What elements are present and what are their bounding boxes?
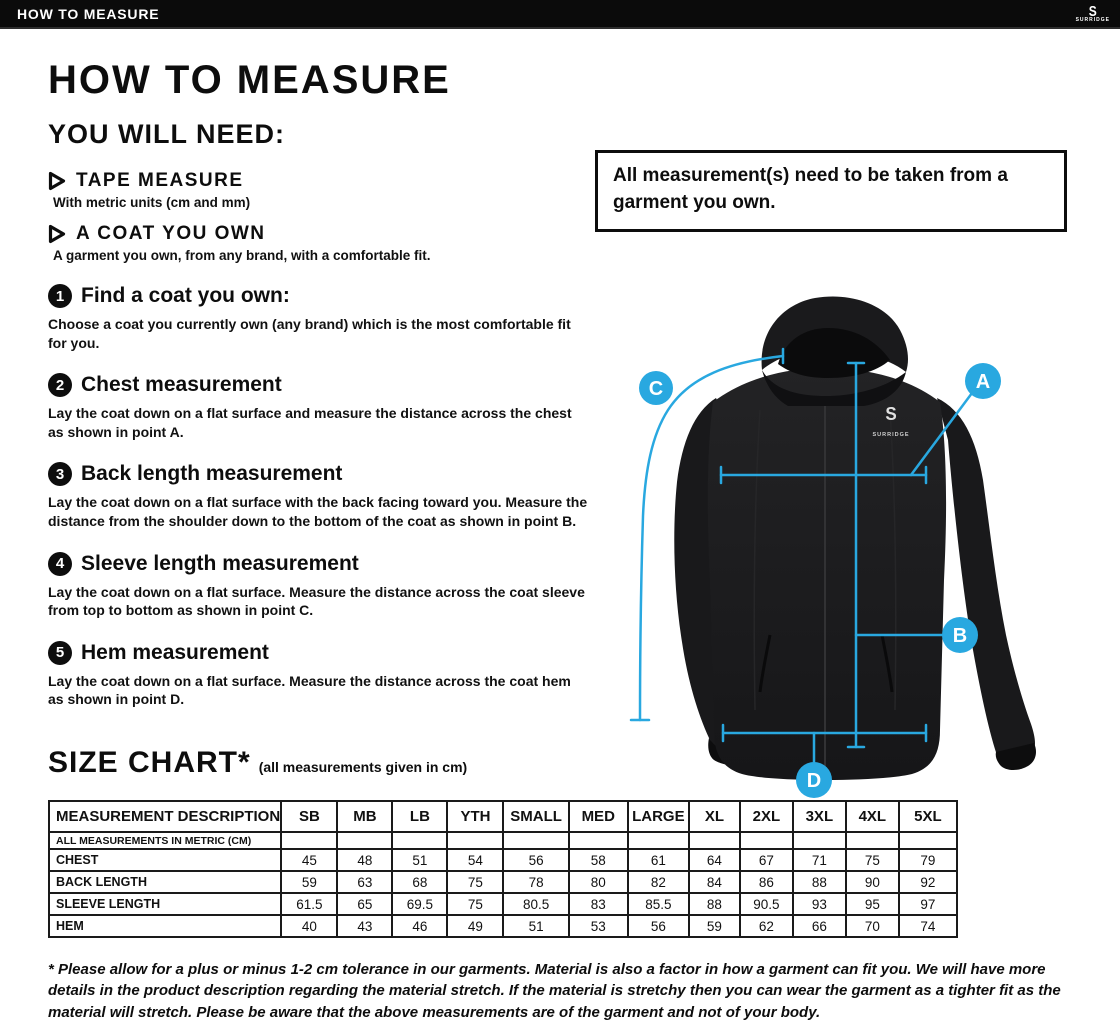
size-value-cell: 63 [337, 871, 392, 893]
you-will-need-heading: YOU WILL NEED: [48, 119, 286, 149]
size-value-cell: 43 [337, 915, 392, 937]
need-label: A COAT YOU OWN [76, 223, 266, 244]
size-value-cell: 67 [740, 849, 793, 871]
need-description: A garment you own, from any brand, with a comfortable fit. [53, 248, 431, 263]
size-chart-heading [48, 746, 467, 780]
size-value-cell: 59 [281, 871, 337, 893]
step-number-badge: 4 [48, 552, 72, 576]
size-value-cell: 61.5 [281, 893, 337, 915]
column-header: 2XL [740, 801, 793, 832]
step-title: Hem measurement [81, 640, 269, 664]
column-header: SB [281, 801, 337, 832]
column-header: MB [337, 801, 392, 832]
row-label: ALL MEASUREMENTS IN METRIC (CM) [49, 832, 281, 849]
top-bar-title: HOW TO MEASURE [17, 5, 160, 22]
table-row [49, 832, 957, 849]
step-number-badge: 2 [48, 373, 72, 397]
size-value-cell: 75 [846, 849, 899, 871]
top-bar [0, 0, 1120, 29]
step-number-badge: 5 [48, 641, 72, 665]
size-value-cell: 83 [569, 893, 628, 915]
tolerance-footnote: * Please allow for a plus or minus 1-2 cm tolerance in our garments. Material is also a factor in how a garment can fit you. We will have more details in the product description regarding the material stretch. If the material is stretchy then you can wear the garment as a tighter fit as the material will stretch. Please be aware that the above measurements are of the garment and not of your body. [48, 961, 1061, 1021]
brand-name: SURRIDGE [1075, 16, 1110, 23]
step-5 [48, 641, 596, 709]
empty-cell [569, 832, 628, 849]
svg-text:SURRIDGE: SURRIDGE [872, 432, 910, 438]
point-b-label: B [952, 625, 968, 647]
empty-cell [628, 832, 689, 849]
column-header: XL [689, 801, 740, 832]
size-value-cell: 90.5 [740, 893, 793, 915]
empty-cell [740, 832, 793, 849]
step-2 [48, 373, 596, 441]
size-value-cell: 68 [392, 871, 447, 893]
size-value-cell: 74 [899, 915, 957, 937]
point-d-label: D [806, 770, 822, 792]
size-value-cell: 82 [628, 871, 689, 893]
step-title: Sleeve length measurement [81, 551, 359, 575]
step-title: Find a coat you own: [81, 284, 290, 307]
size-value-cell: 49 [447, 915, 503, 937]
size-value-cell: 79 [899, 849, 957, 871]
size-value-cell: 45 [281, 849, 337, 871]
size-value-cell: 53 [569, 915, 628, 937]
table-row [49, 849, 957, 871]
empty-cell [503, 832, 568, 849]
size-value-cell: 65 [337, 893, 392, 915]
empty-cell [392, 832, 447, 849]
column-header: SMALL [503, 801, 568, 832]
size-value-cell: 80 [569, 871, 628, 893]
row-label: CHEST [49, 849, 281, 871]
step-title: Back length measurement [81, 462, 343, 486]
jacket-measurement-diagram [610, 290, 1104, 818]
instructions-column [48, 58, 596, 709]
step-4 [48, 552, 596, 620]
size-value-cell: 75 [447, 893, 503, 915]
size-value-cell: 58 [569, 849, 628, 871]
need-description: With metric units (cm and mm) [53, 195, 251, 210]
size-value-cell: 71 [793, 849, 846, 871]
empty-cell [447, 832, 503, 849]
column-header: 4XL [846, 801, 899, 832]
empty-cell [281, 832, 337, 849]
row-label: HEM [49, 915, 281, 937]
table-row [49, 915, 957, 937]
step-description: Lay the coat down on a flat surface. Measure the distance across the coat hem as shown in point D. [48, 672, 571, 708]
size-value-cell: 48 [337, 849, 392, 871]
point-c-label: C [648, 378, 664, 400]
page-title: HOW TO MEASURE [48, 58, 451, 102]
jacket-body [708, 368, 946, 780]
step-1 [48, 284, 596, 352]
step-3 [48, 462, 596, 530]
size-value-cell: 88 [793, 871, 846, 893]
table-header-row [49, 801, 957, 832]
empty-cell [337, 832, 392, 849]
size-value-cell: 61 [628, 849, 689, 871]
size-chart-title: SIZE CHART* [48, 746, 251, 779]
step-title: Chest measurement [81, 373, 282, 397]
size-value-cell: 64 [689, 849, 740, 871]
empty-cell [846, 832, 899, 849]
step-number-badge: 3 [48, 462, 72, 486]
size-value-cell: 86 [740, 871, 793, 893]
svg-text:S: S [885, 403, 897, 425]
size-value-cell: 59 [689, 915, 740, 937]
step-description: Lay the coat down on a flat surface and measure the distance across the chest as shown in point A. [48, 405, 572, 440]
column-header: YTH [447, 801, 503, 832]
size-value-cell: 51 [503, 915, 568, 937]
size-chart-body [49, 832, 957, 937]
size-value-cell: 75 [447, 871, 503, 893]
size-value-cell: 78 [503, 871, 568, 893]
table-row [49, 871, 957, 893]
size-value-cell: 93 [793, 893, 846, 915]
size-value-cell: 56 [628, 915, 689, 937]
need-item-tape-measure [48, 170, 596, 210]
size-value-cell: 54 [447, 849, 503, 871]
size-value-cell: 46 [392, 915, 447, 937]
measurement-note-box: All measurement(s) need to be taken from a garment you own. [595, 150, 1067, 232]
size-value-cell: 84 [689, 871, 740, 893]
row-label: BACK LENGTH [49, 871, 281, 893]
size-value-cell: 56 [503, 849, 568, 871]
play-triangle-icon [48, 171, 66, 191]
need-label: TAPE MEASURE [76, 170, 244, 191]
empty-cell [899, 832, 957, 849]
size-value-cell: 66 [793, 915, 846, 937]
column-header: 5XL [899, 801, 957, 832]
size-value-cell: 88 [689, 893, 740, 915]
size-value-cell: 69.5 [392, 893, 447, 915]
step-description: Lay the coat down on a flat surface with the back facing toward you. Measure the distance from the shoulder down to the bottom of the coat as shown in point B. [48, 494, 588, 530]
size-value-cell: 40 [281, 915, 337, 937]
size-chart-table [48, 800, 958, 938]
point-a-label: A [975, 371, 991, 393]
surridge-s-icon: S [1088, 1, 1097, 20]
size-chart-header [49, 801, 957, 832]
size-value-cell: 95 [846, 893, 899, 915]
size-value-cell: 70 [846, 915, 899, 937]
empty-cell [793, 832, 846, 849]
size-value-cell: 51 [392, 849, 447, 871]
size-value-cell: 62 [740, 915, 793, 937]
size-chart-subtitle: (all measurements given in cm) [258, 759, 468, 775]
table-row [49, 893, 957, 915]
step-number-badge: 1 [48, 284, 72, 308]
surridge-logo [1075, 1, 1120, 23]
column-header: LB [392, 801, 447, 832]
size-value-cell: 90 [846, 871, 899, 893]
step-description: Lay the coat down on a flat surface. Measure the distance across the coat sleeve from top to bottom as shown in point C. [48, 583, 585, 619]
column-header: 3XL [793, 801, 846, 832]
column-header: MEASUREMENT DESCRIPTION [49, 801, 281, 832]
empty-cell [689, 832, 740, 849]
size-value-cell: 80.5 [503, 893, 568, 915]
row-label: SLEEVE LENGTH [49, 893, 281, 915]
column-header: LARGE [628, 801, 689, 832]
step-description: Choose a coat you currently own (any brand) which is the most comfortable fit for you. [48, 316, 571, 351]
need-item-coat [48, 223, 596, 263]
size-value-cell: 97 [899, 893, 957, 915]
size-value-cell: 85.5 [628, 893, 689, 915]
column-header: MED [569, 801, 628, 832]
size-value-cell: 92 [899, 871, 957, 893]
play-triangle-icon [48, 224, 66, 244]
